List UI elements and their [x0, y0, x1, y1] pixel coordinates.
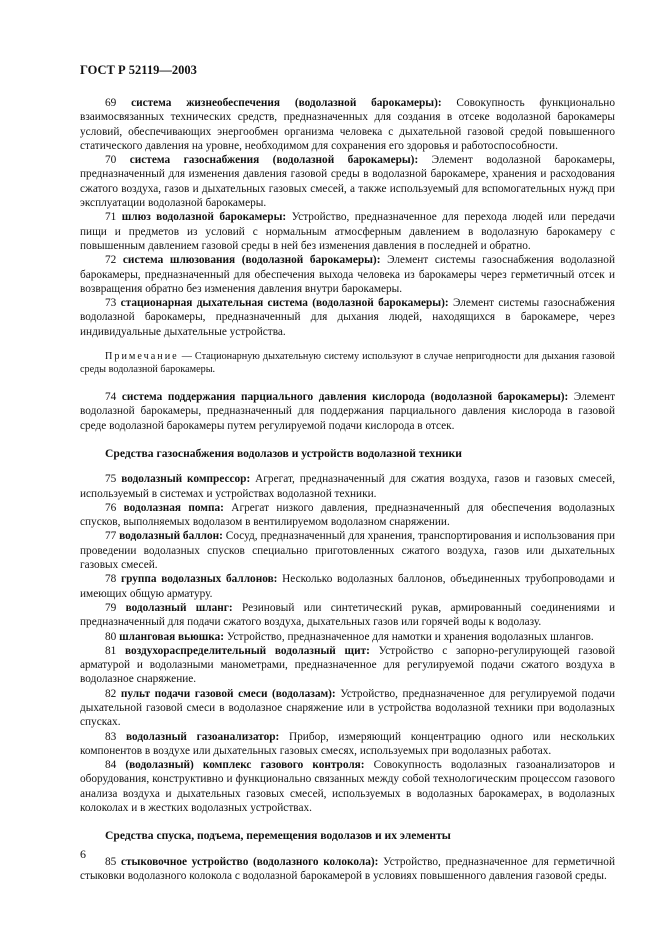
term-entry: 75 водолазный компрессор: Агрегат, предназначенный для сжатия воздуха, газов и газовых смесей, используемый в системах и устройствах водолазной техники. — [80, 473, 616, 500]
entries-group-b — [80, 390, 615, 433]
term-name: стыковочное устройство (водолазного колокола): — [120, 855, 379, 868]
term-name: водолазный шланг: — [125, 601, 233, 614]
term-definition: Устройство с запорно-регулирующей газовой арматурой и водолазными манометрами, предназначенное для регулируемой подачи сжатого воздуха в водолазное снаряжение. — [80, 644, 615, 686]
term-name: водолазный газоанализатор: — [126, 730, 280, 743]
term-name: водолазный баллон: — [119, 530, 223, 543]
term-definition: Резиновый или синтетический рукав, армированный соединениями и предназначенный для подачи сжатого воздуха, дыхательных газов или горячей воды к водолазу. — [80, 601, 615, 629]
term-definition: Элемент водолазной барокамеры, предназначенный для изменения давления газовой среды в водолазной барокамере, хранения и расходования сжатого воздуха, газов и дыхательных газовых смесей, а также используемый для вспомогательных нужд при эксплуатации водолазной барокамеры. — [80, 154, 616, 210]
term-definition: Несколько водолазных баллонов, объединенных трубопроводами и имеющих общую арматуру. — [80, 573, 615, 600]
term-definition: Устройство, предназначенное для перехода людей или передачи пищи и предметов из условий с нормальным атмосферным давлением в водолазную барокамеру с повышенным давлением газовой среды в ней без изменения давления в последней и обратно. — [80, 211, 615, 252]
term-definition: Устройство, предназначенное для герметичной стыковки водолазного колокола с водолазной барокамерой в условиях повышенного давления газовой среды. — [80, 855, 616, 882]
term-definition: Устройство, предназначенное для регулируемой подачи дыхательной газовой смеси в водолазное снаряжение или в устройства водолазной техники при водолазных спусках. — [80, 687, 615, 729]
term-name: шланговая вьюшка: — [119, 630, 225, 643]
term-entry: 80 шланговая вьюшка: Устройство, предназначенное для намотки и хранения водолазных шлангов. — [105, 630, 594, 643]
section-heading: Средства спуска, подъема, перемещения водолазов и их элементы — [105, 829, 451, 843]
term-name: водолазный компрессор: — [121, 473, 251, 486]
term-entry: 72 система шлюзования (водолазной барокамеры): Элемент системы газоснабжения водолазной барокамеры, предназначенный для обеспечения выхода человека из барокамеры через герметичный отсек и возвращения обратно без изменения давления внутри барокамеры. — [80, 254, 615, 295]
term-entry: 79 водолазный шланг: Резиновый или синтетический рукав, армированный соединениями и предназначенный для подачи сжатого воздуха, дыхательных газов или горячей воды к водолазу. — [80, 601, 615, 629]
term-entry: 81 воздухораспределительный водолазный щит: Устройство с запорно-регулирующей газовой арматурой и водолазными манометрами, предназначенное для регулируемой подачи сжатого воздуха в водолазное снаряжение. — [80, 644, 615, 686]
page-number: 6 — [80, 847, 86, 861]
term-name: система поддержания парциального давления кислорода (водолазной барокамеры): — [121, 391, 569, 404]
term-entry: 85 стыковочное устройство (водолазного колокола): Устройство, предназначенное для герметичной стыковки водолазного колокола с водолазной барокамерой в условиях повышенного давления газовой среды. — [80, 855, 616, 882]
section-gas-supply — [80, 472, 615, 815]
entries-group-a — [80, 96, 615, 339]
term-name: стационарная дыхательная система (водолазной барокамеры): — [120, 297, 449, 310]
term-name: водолазная помпа: — [123, 501, 224, 514]
note-label: Примечание — [105, 351, 179, 363]
term-entry: 76 водолазная помпа: Агрегат низкого давления, предназначенный для обеспечения водолазных спусков, выполняемых водолазом в вентилируемом водолазном снаряжении. — [80, 501, 615, 529]
term-definition: Совокупность функционально взаимосвязанных технических средств, предназначенных для создания в отсеке водолазной барокамеры условий, обеспечивающих энергообмен организма человека с дыхательной газовой средой повышенного статического давления на уровне, необходимом для сохранения его здоровья и работоспособности. — [80, 97, 615, 152]
term-definition: Сосуд, предназначенный для хранения, транспортирования и использования при проведении водолазных спусков специально приготовленных сжатого воздуха, газов или дыхательных газовых смесей. — [80, 530, 615, 572]
term-name: группа водолазных баллонов: — [120, 573, 278, 586]
section-descent-means — [80, 855, 615, 884]
note-text: — Стационарную дыхательную систему используют в случае непригодности для дыхания газовой среды водолазной барокамеры. — [80, 351, 615, 376]
term-entry: 77 водолазный баллон: Сосуд, предназначенный для хранения, транспортирования и использования при проведении водолазных спусков специально приготовленных сжатого воздуха, газов или дыхательных газовых смесей. — [80, 530, 615, 572]
section-heading: Средства газоснабжения водолазов и устройств водолазной техники — [105, 446, 462, 460]
term-definition: Элемент системы газоснабжения водолазной барокамеры, предназначенный для обеспечения выхода человека из барокамеры через герметичный отсек и возвращения обратно без изменения давления внутри барокамеры. — [80, 254, 615, 295]
term-definition: Устройство, предназначенное для намотки и хранения водолазных шлангов. — [224, 630, 594, 643]
term-entry: 69 система жизнеобеспечения (водолазной барокамеры): Совокупность функционально взаимосвязанных технических средств, предназначенных для создания в отсеке водолазной барокамеры условий, обеспечивающих энергообмен организма человека с дыхательной газовой средой повышенного статического давления на уровне, необходимом для сохранения его здоровья и работоспособности. — [80, 97, 615, 152]
term-name: шлюз водолазной барокамеры: — [121, 211, 287, 224]
term-name: система газоснабжения (водолазной барокамеры): — [129, 154, 419, 167]
term-entry: 78 группа водолазных баллонов: Несколько водолазных баллонов, объединенных трубопроводами и имеющих общую арматуру. — [80, 573, 615, 600]
term-definition: Элемент системы газоснабжения водолазной барокамеры, предназначенный для дыхания людей, находящихся в барокамере, через индивидуальные дыхательные устройства. — [80, 297, 615, 338]
note — [80, 350, 615, 376]
term-name: система жизнеобеспечения (водолазной барокамеры): — [131, 97, 442, 109]
term-entry: 70 система газоснабжения (водолазной барокамеры): Элемент водолазной барокамеры, предназначенный для изменения давления газовой среды в водолазной барокамере, хранения и расходования сжатого воздуха, газов и дыхательных газовых смесей, а также используемый для вспомогательных нужд при эксплуатации водолазной барокамеры. — [80, 154, 616, 210]
term-entry: 73 стационарная дыхательная система (водолазной барокамеры): Элемент системы газоснабжения водолазной барокамеры, предназначенный для дыхания людей, находящихся в барокамере, через индивидуальные дыхательные устройства. — [80, 297, 615, 338]
document-body — [80, 96, 615, 883]
term-entry: 84 (водолазный) комплекс газового контроля: Совокупность водолазных газоанализаторов и оборудования, конструктивно и функционально связанных между собой технологическим процессом газового анализа воздуха и дыхательных газовых смесей, используемых в водолазных барокамерах, в водолазных колоколах и в жестких водолазных устройствах. — [80, 759, 616, 815]
term-definition: Агрегат низкого давления, предназначенный для обеспечения водолазных спусков, выполняемых водолазом в вентилируемом водолазном снаряжении. — [80, 501, 615, 529]
term-definition: Элемент водолазной барокамеры, предназначенный для поддержания парциального давления кислорода в газовой среде водолазной барокамеры путем регулируемой подачи кислорода в отсек. — [80, 391, 616, 432]
standard-id: ГОСТ Р 52119—2003 — [80, 63, 197, 77]
term-entry: 82 пульт подачи газовой смеси (водолазам): Устройство, предназначенное для регулируемой подачи дыхательной газовой смеси в водолазное снаряжение или в устройства водолазной техники при водолазных спусках. — [80, 687, 615, 729]
document-header — [80, 63, 197, 78]
term-name: (водолазный) комплекс газового контроля: — [125, 759, 365, 772]
term-definition: Прибор, измеряющий концентрацию одного или нескольких компонентов в воздухе или дыхательных газовых смесях, используемых при водолазных работах. — [80, 730, 616, 757]
term-definition: Агрегат, предназначенный для сжатия воздуха, газов и газовых смесей, используемый в системах и устройствах водолазной техники. — [80, 473, 616, 500]
term-name: пульт подачи газовой смеси (водолазам): — [120, 687, 336, 700]
term-entry: 83 водолазный газоанализатор: Прибор, измеряющий концентрацию одного или нескольких компонентов в воздухе или дыхательных газовых смесях, используемых при водолазных работах. — [80, 730, 616, 757]
term-entry: 71 шлюз водолазной барокамеры: Устройство, предназначенное для перехода людей или передачи пищи и предметов из условий с нормальным атмосферным давлением в водолазную барокамеру с повышенным давлением газовой среды в ней без изменения давления в последней и обратно. — [80, 211, 615, 252]
term-entry: 74 система поддержания парциального давления кислорода (водолазной барокамеры): Элемент водолазной барокамеры, предназначенный для поддержания парциального давления кислорода в газовой среде водолазной барокамеры путем регулируемой подачи кислорода в отсек. — [80, 391, 616, 432]
term-name: воздухораспределительный водолазный щит: — [125, 644, 370, 657]
term-definition: Совокупность водолазных газоанализаторов и оборудования, конструктивно и функционально связанных между собой технологическим процессом газового анализа воздуха и дыхательных газовых смесей, используемых в водолазных барокамерах, в водолазных колоколах и в жестких водолазных устройствах. — [80, 759, 616, 815]
term-name: система шлюзования (водолазной барокамеры): — [122, 254, 381, 267]
